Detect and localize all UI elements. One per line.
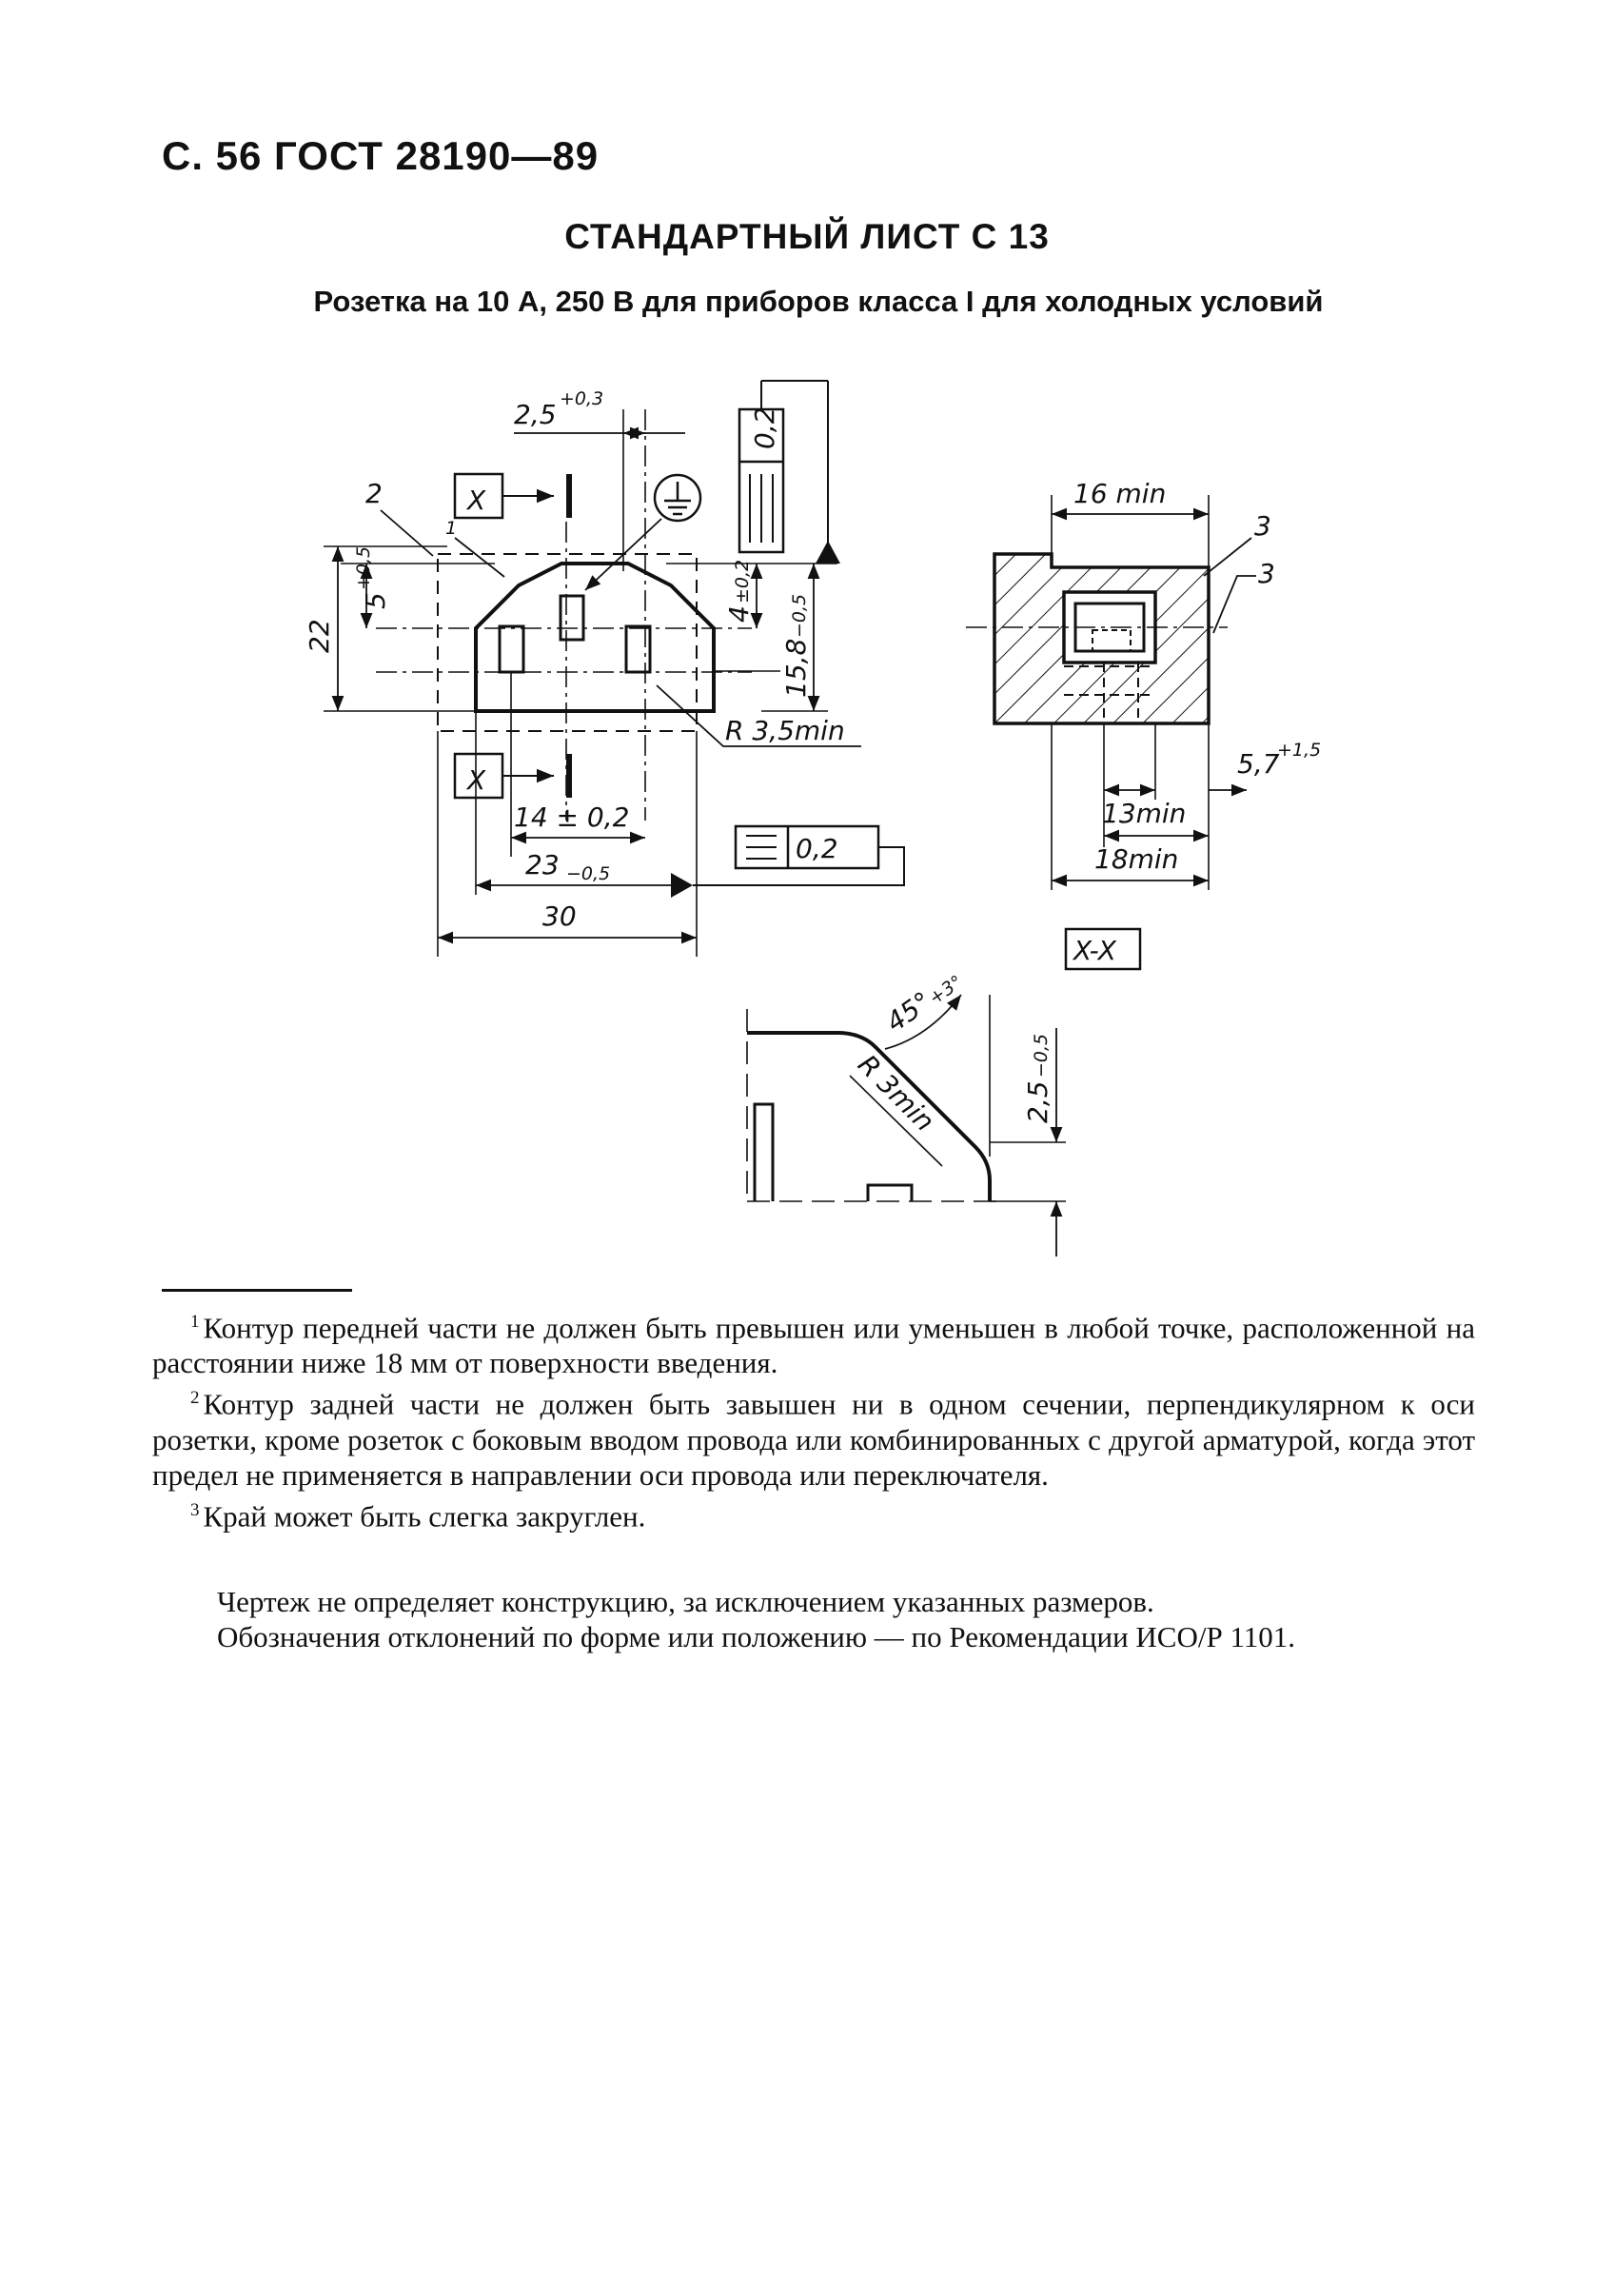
detail-height: 2,5 [1022,1080,1053,1123]
dim-15-8-tol: −0,5 [789,593,810,638]
dim-16-min: 16 min [1073,478,1167,509]
dim-18-min: 18min [1094,843,1179,875]
dim-5-7: 5,7 [1237,748,1280,780]
contact-slot-right [626,626,650,672]
dim-23-tol: −0,5 [566,863,611,884]
section-mark-x-top: X [467,485,486,516]
dim-5-tol: +0,5 [353,545,374,590]
dim-5: 5 [360,592,391,609]
footnote-3: $^3$ Край может быть слегка закруглен. [190,1498,646,1533]
note-ref-3a: 3 [1254,510,1271,542]
note-ref-3b: 3 [1258,558,1275,589]
dim-23: 23 [525,849,560,881]
tol-value-vertical: 0,2 [749,406,780,449]
note-ref-2: 2 [365,478,383,509]
footnote-rule [162,1289,352,1292]
detail-x-x [747,995,1066,1257]
dim-4-tol: ±0,2 [732,559,753,604]
running-head: С. 56 ГОСТ 28190—89 [162,133,600,178]
note-2: Обозначения отклонений по форме или положению — по Рекомендации ИСО/Р 1101. [217,1620,1296,1653]
tol-value-horizontal: 0,2 [796,833,838,864]
detail-height-tol: −0,5 [1031,1033,1052,1078]
section-label-x-x: X-X [1073,935,1116,966]
footnotes [152,1304,1475,1534]
contact-slot-left [500,626,523,672]
note-1: Чертеж не определяет конструкцию, за исключением указанных размеров. [217,1585,1154,1618]
dim-30: 30 [542,901,577,932]
sheet-subtitle: Розетка на 10 А, 250 В для приборов класса I для холодных условий [313,285,1324,318]
detail-angle-tol: +3° [925,971,967,1010]
dim-2-5: 2,5 [514,399,557,430]
side-view [966,495,1256,890]
sheet-title: СТАНДАРТНЫЙ ЛИСТ С 13 [564,217,1050,256]
note-ref-1: 1 [445,518,458,539]
dim-2-5-tol: +0,3 [560,388,604,409]
section-mark-x-bottom: X [467,764,486,796]
dim-5-7-tol: +1,5 [1277,740,1322,761]
notes [152,1584,1475,1654]
footnote-2: $^2$ Контур задней части не должен быть завышен ни в одном сечении, перпендикулярном к оси розетки, кроме розеток с боковым вводом провода или комбинированных с другой арматурой, когда этот предел не применяется в направлении оси провода или переключателя. [152,1387,1475,1492]
contact-slot-earth [561,596,583,640]
front-view [324,381,904,957]
dim-13-min: 13min [1102,798,1187,829]
detail-radius: R 3min [852,1048,941,1138]
dim-14: 14 ± 0,2 [514,802,630,833]
detail-angle: 45° [880,985,937,1039]
dim-22: 22 [304,619,335,653]
footnote-1: $^1$ Контур передней части не должен быть превышен или уменьшен в любой точке, расположенной на расстоянии ниже 18 мм от поверхности введения. [152,1311,1475,1380]
dim-4: 4 [723,605,755,623]
dim-r-3-5: R 3,5min [725,715,845,746]
dim-15-8: 15,8 [780,638,812,698]
